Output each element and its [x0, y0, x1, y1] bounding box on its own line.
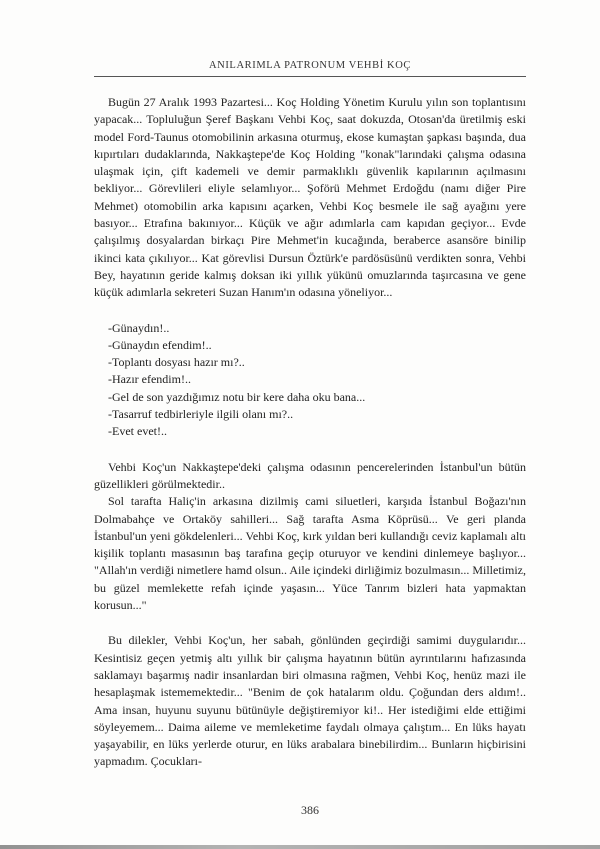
scan-edge [0, 845, 600, 849]
dialog-line: -Toplantı dosyası hazır mı?.. [108, 355, 245, 370]
section-gap [94, 441, 526, 459]
paragraph-scenery: Sol tarafta Haliç'in arkasına dizilmiş cami siluetleri, karşıda İstanbul Boğazı'nın Dolmabahçe ve Ortaköy sahilleri... Sağ tarafta Asma Köprüsü... Ve geri planda İstanbul'un yeni gökdelenleri... Vehbi Koç, kırk yıldan beri kullandığı ceviz kaplamalı altı kişilik toplantı masasının baş tarafına geçip oturuyor ve kendini dinlemeye başlıyor... "Allah'ın verdiği nimetlere hamd olsun.. Aile içindeki dirliğimiz bozulmasın... Milletimiz, bu güzel memlekette refah içinde yaşasın... Yüce Tanrım bizleri hata yapmaktan korusun..." [94, 494, 526, 613]
dialog-line: -Günaydın!.. [108, 320, 170, 335]
header-rule [94, 76, 526, 77]
dialog-line: -Hazır efendim!.. [108, 372, 191, 387]
dialog-line: -Evet evet!.. [108, 424, 167, 439]
section-gap [94, 614, 526, 632]
running-header: ANILARIMLA PATRONUM VEHBİ KOÇ [208, 60, 412, 71]
dialog-line: -Tasarruf tedbirleriyle ilgili olanı mı?.. [108, 407, 294, 422]
section-gap [94, 302, 526, 320]
page-body [94, 94, 526, 771]
dialog-block [94, 320, 526, 441]
dialog-line: -Günaydın efendim!.. [108, 337, 212, 352]
paragraph-opening: Bugün 27 Aralık 1993 Pazartesi... Koç Holding Yönetim Kurulu yılın son toplantısını yapacak... Topluluğun Şeref Başkanı Vehbi Koç, saat dokuzda, Otosan'da üretilmiş eski model Ford-Taunus otomobilinin arkasına oturmuş, ekose kumaştan şapkası başında, dua kıpırtıları dudaklarında, Nakkaştepe'de Koç Holding "konak"larındaki çalışma odasına ulaşmak için, çift kademeli ve demir parmaklıklı güvenlik kapılarının açılmasını bekliyor... Görevlileri eliyle selamlıyor... Şoförü Mehmet Erdoğdu (namı diğer Pire Mehmet) otomobilin arka kapısını açarken, Vehbi Koç besmele ile sağ ayağını yere basıyor... Etrafına bakınıyor... Küçük ve ağır adımlarla cam kapıdan geçiyor... Evde çalışılmış dosyalardan birkaçı Pire Mehmet'in kucağında, beraberce asansöre binilip ikinci kata çıkılıyor... Kat görevlisi Dursun Öztürk'e pardösüsünü verdikten sonra, Vehbi Bey, hayatının geride kalmış doksan iki yıllık yükünü omuzlarında taşırcasına ve gene küçük adımlarla sekreteri Suzan Hanım'ın odasına yöneliyor... [94, 95, 526, 300]
paragraph-wishes: Bu dilekler, Vehbi Koç'un, her sabah, gönlünden geçirdiği samimi duygularıdır... Kesintisiz geçen yetmiş altı yıllık bir çalışma hayatının bütün ayrıntılarını hafızasında saklamayı başarmış nadir insanlardan biri olmasına rağmen, Vehbi Koç, henüz mazi ile hesaplaşmak istememektedir... "Benim de çok hatalarım oldu. Çoğundan ders aldım!.. Ama insan, huyunu suyunu bütünüyle değiştiremiyor ki!.. Her istediğimi elde ettiğimi söyleyemem... Daima aileme ve memleketime faydalı olmaya çalıştım... En lüks hayatı yaşayabilir, en lüks yerlerde oturur, en lüks arabalara binebilirdim... Bunların hiçbirisini yapmadım. Çocukları- [94, 633, 526, 769]
dialog-line: -Gel de son yazdığımız notu bir kere daha oku bana... [108, 389, 366, 404]
page-number: 386 [301, 803, 319, 817]
paragraph-view: Vehbi Koç'un Nakkaştepe'deki çalışma odasının pencerelerinden İstanbul'un bütün güzellikleri görülmektedir.. [94, 459, 526, 491]
